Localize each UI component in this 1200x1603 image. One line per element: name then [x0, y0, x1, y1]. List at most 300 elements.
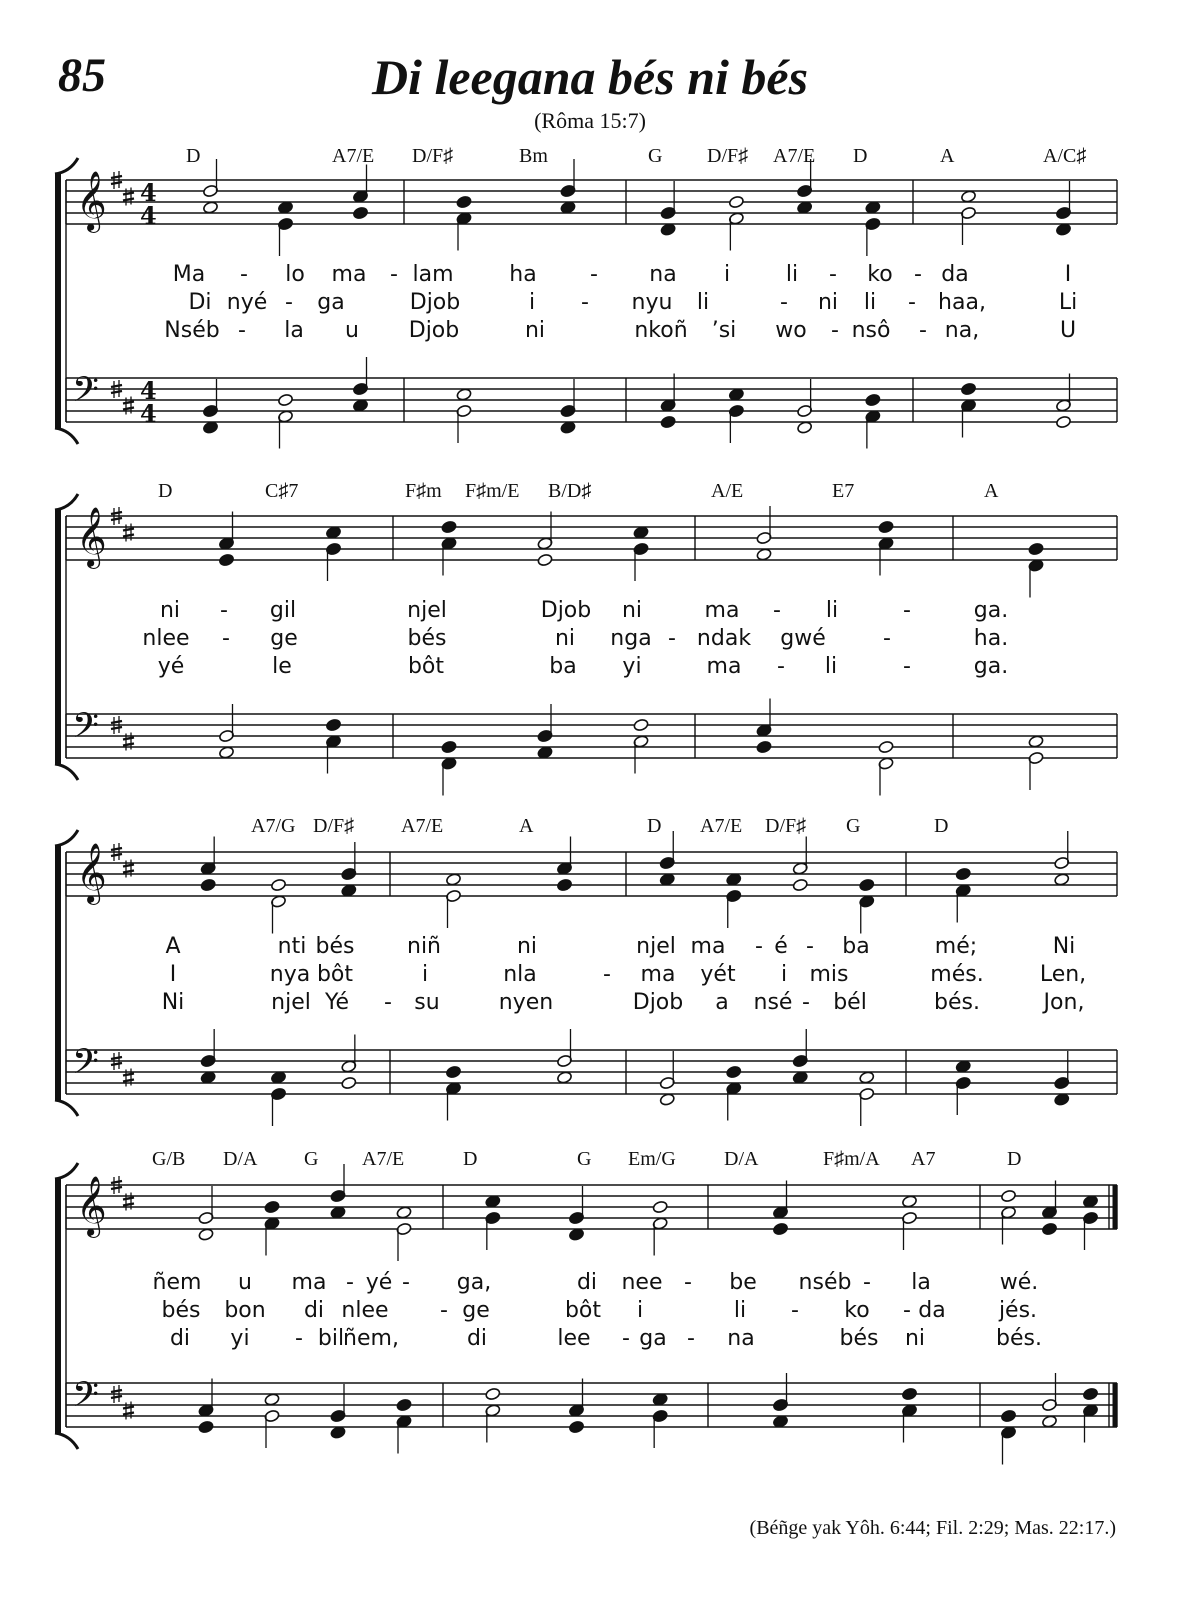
lyric-syllable: wé.	[999, 1270, 1039, 1295]
lyric-verse-2	[0, 626, 1200, 656]
lyric-syllable: -	[914, 262, 922, 287]
lyric-syllable: di	[303, 1298, 325, 1323]
chord-symbol: G	[577, 1148, 592, 1170]
chord-symbol: D/A	[223, 1148, 258, 1170]
lyric-syllable: ga	[317, 290, 345, 315]
lyric-syllable: njel	[271, 990, 311, 1015]
lyric-syllable: ni	[554, 626, 576, 651]
lyric-verse-3	[0, 318, 1200, 348]
lyric-syllable: Len,	[1039, 962, 1087, 987]
lyric-syllable: Djob	[632, 990, 684, 1015]
note-chord	[901, 1195, 917, 1250]
chord-symbol: A7/E	[401, 815, 444, 837]
lyric-syllable: ba	[549, 654, 577, 679]
lyric-syllable: ma	[291, 1270, 327, 1295]
lyric-syllable: na	[649, 262, 677, 287]
note-chord	[756, 699, 772, 754]
chord-symbol: D/F♯	[707, 145, 749, 167]
note-chord	[772, 1181, 788, 1236]
chord-symbol: F♯m/A	[823, 1148, 880, 1170]
note-chord	[1000, 1189, 1016, 1244]
lyric-verse-3	[0, 654, 1200, 684]
lyric-syllable: Nséb	[164, 318, 220, 343]
footnote-references: (Béñge yak Yôh. 6:44; Fil. 2:29; Mas. 22:17.)	[749, 1517, 1116, 1539]
time-signature-denominator: 4	[140, 399, 157, 428]
lyric-syllable: bés.	[934, 990, 980, 1015]
lyric-syllable: bon	[224, 1298, 266, 1323]
note-chord	[772, 1373, 788, 1428]
lyric-syllable: Di	[188, 290, 212, 315]
lyric-syllable: -	[791, 1298, 799, 1323]
lyric-syllable: A	[165, 934, 181, 959]
lyric-syllable: bôt	[407, 654, 445, 679]
lyric-verse-1	[0, 598, 1200, 628]
lyric-syllable: -	[285, 290, 293, 315]
chord-symbol: A7	[911, 1148, 936, 1170]
lyric-syllable: i	[723, 262, 731, 287]
chord-symbol: A	[984, 480, 999, 502]
chord-symbol: G	[648, 145, 663, 167]
lyric-syllable: na,	[944, 318, 980, 343]
note-chord	[1041, 1373, 1057, 1428]
lyric-syllable: bés	[407, 626, 447, 651]
note-chord	[441, 740, 457, 795]
note-chord	[218, 512, 234, 567]
bass-clef-icon: 𝄢	[72, 705, 100, 754]
lyric-syllable: le	[272, 654, 292, 679]
note-chord	[352, 357, 368, 412]
lyric-syllable: gwé	[780, 626, 826, 651]
note-chord	[537, 512, 553, 567]
sharp-sign-icon	[123, 860, 134, 878]
lyric-syllable: be	[729, 1270, 757, 1295]
chord-symbol: D	[934, 815, 949, 837]
lyric-verse-2	[0, 290, 1200, 320]
lyric-syllable: -	[384, 990, 392, 1015]
note-chord	[878, 520, 894, 575]
lyric-syllable: I	[1064, 262, 1072, 287]
note-chord	[198, 1379, 214, 1434]
lyric-syllable: ni	[516, 934, 538, 959]
note-chord	[325, 718, 341, 773]
lyric-syllable: -	[806, 934, 814, 959]
lyric-syllable: més.	[930, 962, 984, 987]
lyric-syllable: li	[733, 1298, 747, 1323]
lyric-syllable: Yé	[324, 990, 350, 1015]
note-chord	[456, 195, 472, 250]
lyric-syllable: jés.	[998, 1298, 1038, 1323]
note-chord	[1054, 1051, 1070, 1106]
lyric-syllable: -	[222, 626, 230, 651]
note-chord	[270, 1071, 286, 1126]
lyric-syllable: -	[668, 626, 676, 651]
lyric-verse-2	[0, 1298, 1200, 1328]
lyric-syllable: bés	[839, 1326, 879, 1351]
note-chord	[537, 704, 553, 759]
chord-symbol: A7/E	[362, 1148, 405, 1170]
chord-symbol: D/F♯	[313, 815, 355, 837]
note-chord	[859, 1071, 875, 1126]
note-chord	[456, 388, 472, 443]
chord-symbol: D	[1007, 1148, 1022, 1170]
lyric-syllable: ko	[844, 1298, 870, 1323]
bass-staff	[66, 699, 1117, 796]
note-chord	[202, 379, 218, 434]
note-chord	[955, 1060, 971, 1115]
lyric-syllable: ni	[524, 318, 546, 343]
lyric-syllable: njel	[636, 934, 676, 959]
lyric-syllable: ni	[817, 290, 839, 315]
lyric-syllable: i	[528, 290, 536, 315]
chord-symbol: D	[158, 480, 173, 502]
note-chord	[797, 379, 813, 434]
chord-symbol: D	[647, 815, 662, 837]
lyric-syllable: di	[576, 1270, 598, 1295]
lyric-syllable: ma	[331, 262, 367, 287]
lyric-syllable: ni	[159, 598, 181, 623]
lyric-syllable: ni	[621, 598, 643, 623]
lyric-syllable: ge	[270, 626, 298, 651]
lyric-syllable: na	[727, 1326, 755, 1351]
lyric-syllable: Djob	[408, 318, 460, 343]
note-chord	[396, 1398, 412, 1453]
chord-symbol: D	[186, 145, 201, 167]
lyric-syllable: li	[824, 654, 838, 679]
lyric-syllable: nyu	[631, 290, 673, 315]
lyric-syllable: nga	[610, 626, 652, 651]
note-chord	[277, 201, 293, 256]
chord-symbol: A7/E	[773, 145, 816, 167]
lyric-syllable: u	[238, 1270, 252, 1295]
lyric-syllable: su	[414, 990, 440, 1015]
lyric-syllable: da	[941, 262, 969, 287]
lyric-syllable: ma	[704, 598, 740, 623]
scripture-reference: (Rôma 15:7)	[534, 108, 646, 133]
lyric-syllable: li	[785, 262, 799, 287]
treble-clef-icon: 𝄞	[76, 1176, 107, 1236]
lyric-syllable: -	[220, 598, 228, 623]
note-chord	[652, 1393, 668, 1448]
lyric-syllable: -	[622, 1326, 630, 1351]
lyric-syllable: -	[831, 318, 839, 343]
note-chord	[330, 1384, 346, 1439]
sharp-sign-icon	[123, 1069, 134, 1087]
lyric-syllable: nyen	[498, 990, 554, 1015]
chord-symbol: B/D♯	[548, 480, 592, 502]
lyric-syllable: haa,	[938, 290, 986, 315]
lyric-syllable: lam	[412, 262, 454, 287]
lyric-syllable: nlee	[341, 1298, 389, 1323]
lyric-syllable: ga.	[973, 598, 1009, 623]
lyric-syllable: -	[777, 654, 785, 679]
note-chord	[792, 1029, 808, 1084]
note-chord	[556, 1029, 572, 1084]
note-chord	[859, 878, 875, 933]
lyric-syllable: ga,	[456, 1270, 492, 1295]
lyric-syllable: la	[284, 318, 304, 343]
treble-clef-icon: 𝄞	[76, 507, 107, 567]
lyric-syllable: bés	[161, 1298, 201, 1323]
bass-staff	[66, 1373, 1117, 1465]
lyric-syllable: -	[755, 934, 763, 959]
note-chord	[1028, 735, 1044, 790]
note-chord	[264, 1200, 280, 1255]
chord-symbols-row	[0, 1148, 1200, 1178]
lyric-syllable: -	[802, 990, 810, 1015]
note-chord	[728, 195, 744, 250]
note-chord	[659, 1051, 675, 1106]
time-signature-denominator: 4	[140, 201, 157, 230]
note-chord	[652, 1200, 668, 1255]
lyric-syllable: Li	[1058, 290, 1078, 315]
lyric-syllable: -	[919, 318, 927, 343]
note-chord	[1055, 181, 1071, 236]
lyric-verse-3	[0, 1326, 1200, 1356]
lyric-syllable: nsô	[851, 318, 891, 343]
bass-staff	[66, 1029, 1117, 1126]
lyric-syllable: di	[169, 1326, 191, 1351]
note-chord	[1000, 1409, 1016, 1464]
lyric-syllable: niñ	[407, 934, 441, 959]
lyric-syllable: -	[590, 262, 598, 287]
chord-symbol: A7/E	[332, 145, 375, 167]
chord-symbols-row	[0, 480, 1200, 510]
chord-symbol: F♯m/E	[465, 480, 520, 502]
lyric-syllable: -	[603, 962, 611, 987]
note-chord	[218, 704, 234, 759]
note-chord	[441, 520, 457, 575]
chord-symbol: F♯m	[405, 480, 442, 502]
lyric-syllable: Ma	[172, 262, 206, 287]
note-chord	[726, 873, 742, 928]
note-chord	[264, 1393, 280, 1448]
chord-symbol: G	[304, 1148, 319, 1170]
lyric-syllable: -	[346, 1270, 354, 1295]
note-chord	[726, 1065, 742, 1120]
lyric-syllable: ’si	[711, 318, 737, 343]
lyric-syllable: ga	[639, 1326, 667, 1351]
note-chord	[1028, 542, 1044, 597]
chord-symbol: D	[463, 1148, 478, 1170]
note-chord	[660, 181, 676, 236]
chord-symbol: D/F♯	[412, 145, 454, 167]
note-chord	[198, 1186, 214, 1241]
lyric-syllable: yi	[230, 1326, 250, 1351]
note-chord	[660, 374, 676, 429]
chord-symbol: A/C♯	[1043, 145, 1087, 167]
note-chord	[728, 388, 744, 443]
chord-symbol: D/A	[724, 1148, 759, 1170]
lyric-syllable: ñem,	[343, 1326, 399, 1351]
note-chord	[485, 1195, 501, 1250]
lyric-syllable: -	[863, 1270, 871, 1295]
lyric-syllable: -	[684, 1270, 692, 1295]
lyric-syllable: -	[903, 1298, 911, 1323]
bass-clef-icon: 𝄢	[72, 1374, 100, 1423]
lyric-syllable: -	[903, 654, 911, 679]
lyric-syllable: nee	[621, 1270, 663, 1295]
lyric-syllable: nséb	[798, 1270, 852, 1295]
sharp-sign-icon	[123, 733, 134, 751]
lyric-syllable: ge	[462, 1298, 490, 1323]
lyric-syllable: -	[240, 262, 248, 287]
lyric-syllable: Djob	[409, 290, 461, 315]
note-chord	[445, 873, 461, 928]
lyric-syllable: mis	[809, 962, 849, 987]
lyric-syllable: Ni	[161, 990, 185, 1015]
note-chord	[1041, 1181, 1057, 1236]
note-chord	[325, 526, 341, 581]
lyric-syllable: lo	[285, 262, 305, 287]
lyric-syllable: gil	[269, 598, 297, 623]
lyric-syllable: bél	[833, 990, 867, 1015]
lyric-syllable: bés	[315, 934, 355, 959]
chord-symbol: D	[853, 145, 868, 167]
hymn-title: Di leegana bés ni bés	[371, 49, 809, 105]
lyric-syllable: nyé	[226, 290, 268, 315]
lyric-syllable: nkoñ	[634, 318, 688, 343]
hymn-number: 85	[58, 49, 106, 102]
lyric-syllable: yé	[365, 1270, 393, 1295]
note-chord	[865, 201, 881, 256]
note-chord	[633, 718, 649, 773]
chord-symbol: C♯7	[265, 480, 299, 502]
note-chord	[341, 1035, 357, 1090]
lyric-syllable: Djob	[540, 598, 592, 623]
chord-symbol: Bm	[519, 145, 548, 167]
note-chord	[633, 526, 649, 581]
lyric-syllable: wo	[775, 318, 807, 343]
lyric-syllable: bil	[317, 1326, 345, 1351]
lyric-verse-1	[0, 934, 1200, 964]
note-chord	[560, 379, 576, 434]
lyric-syllable: Jon,	[1043, 990, 1085, 1015]
lyric-syllable: -	[581, 290, 589, 315]
chord-symbol: A7/G	[251, 815, 296, 837]
chord-symbols-row	[0, 145, 1200, 175]
chord-symbol: A	[940, 145, 955, 167]
lyric-syllable: -	[829, 262, 837, 287]
note-chord	[568, 1379, 584, 1434]
note-chord	[960, 190, 976, 245]
lyric-syllable: a	[715, 990, 729, 1015]
chord-symbol: D/F♯	[765, 815, 807, 837]
lyric-syllable: -	[390, 262, 398, 287]
note-chord	[878, 740, 894, 795]
lyric-verse-1	[0, 1270, 1200, 1300]
lyric-syllable: -	[402, 1270, 410, 1295]
note-chord	[277, 393, 293, 448]
lyric-syllable: -	[440, 1298, 448, 1323]
lyric-syllable: ñem	[152, 1270, 202, 1295]
note-chord	[270, 878, 286, 933]
note-chord	[485, 1387, 501, 1442]
bass-clef-icon: 𝄢	[72, 369, 100, 418]
lyric-syllable: -	[908, 290, 916, 315]
lyric-syllable: i	[780, 962, 788, 987]
lyric-syllable: ma	[640, 962, 676, 987]
lyric-syllable: di	[466, 1326, 488, 1351]
sharp-sign-icon	[123, 188, 134, 206]
note-chord	[396, 1206, 412, 1261]
lyric-syllable: njel	[407, 598, 447, 623]
note-chord	[568, 1186, 584, 1241]
lyric-syllable: -	[295, 1326, 303, 1351]
lyric-syllable: bés.	[996, 1326, 1042, 1351]
lyric-syllable: ha.	[973, 626, 1009, 651]
sharp-sign-icon	[123, 524, 134, 542]
sharp-sign-icon	[123, 397, 134, 415]
lyric-syllable: -	[883, 626, 891, 651]
note-chord	[756, 506, 772, 561]
lyric-syllable: -	[238, 318, 246, 343]
lyric-syllable: i	[636, 1298, 644, 1323]
note-chord	[1082, 1387, 1098, 1442]
sharp-sign-icon	[123, 1193, 134, 1211]
lyric-syllable: Ni	[1052, 934, 1076, 959]
lyric-syllable: u	[345, 318, 359, 343]
lyric-syllable: nlee	[142, 626, 190, 651]
lyric-syllable: I	[169, 962, 177, 987]
lyric-syllable: nya	[269, 962, 311, 987]
lyric-syllable: -	[773, 598, 781, 623]
note-chord	[960, 382, 976, 437]
lyric-syllable: ba	[842, 934, 870, 959]
treble-clef-icon: 𝄞	[76, 171, 107, 231]
lyric-syllable: -	[687, 1326, 695, 1351]
lyric-syllable: -	[780, 290, 788, 315]
lyric-verse-1	[0, 262, 1200, 292]
time-signature-numerator: 4	[140, 178, 157, 207]
bass-staff	[66, 357, 1117, 449]
chord-symbol: G	[846, 815, 861, 837]
note-chord	[955, 867, 971, 922]
chord-symbol: E7	[832, 480, 855, 502]
note-chord	[901, 1387, 917, 1442]
lyric-syllable: bôt	[316, 962, 354, 987]
sharp-sign-icon	[123, 1402, 134, 1420]
lyric-syllable: li	[825, 598, 839, 623]
lyric-syllable: li	[696, 290, 710, 315]
lyric-syllable: ko	[867, 262, 893, 287]
lyric-syllable: da	[918, 1298, 946, 1323]
time-signature-numerator: 4	[140, 376, 157, 405]
bass-clef-icon: 𝄢	[72, 1041, 100, 1090]
lyric-verse-2	[0, 962, 1200, 992]
chord-symbol: A/E	[711, 480, 744, 502]
treble-clef-icon: 𝄞	[76, 843, 107, 903]
lyric-syllable: la	[911, 1270, 931, 1295]
lyric-syllable: ha	[509, 262, 537, 287]
note-chord	[200, 1029, 216, 1084]
lyric-syllable: yi	[622, 654, 642, 679]
lyric-syllable: lee	[557, 1326, 591, 1351]
lyric-syllable: yét	[700, 962, 736, 987]
lyric-syllable: é	[774, 934, 788, 959]
note-chord	[341, 842, 357, 897]
lyric-syllable: U	[1059, 318, 1077, 343]
chord-symbols-row	[0, 815, 1200, 845]
chord-symbol: A	[519, 815, 534, 837]
lyric-syllable: i	[421, 962, 429, 987]
note-chord	[865, 393, 881, 448]
note-chord	[1082, 1195, 1098, 1250]
lyric-syllable: li	[863, 290, 877, 315]
lyric-syllable: yé	[157, 654, 185, 679]
lyric-syllable: ma	[706, 654, 742, 679]
lyric-syllable: nti	[277, 934, 307, 959]
lyric-syllable: nsé	[753, 990, 793, 1015]
